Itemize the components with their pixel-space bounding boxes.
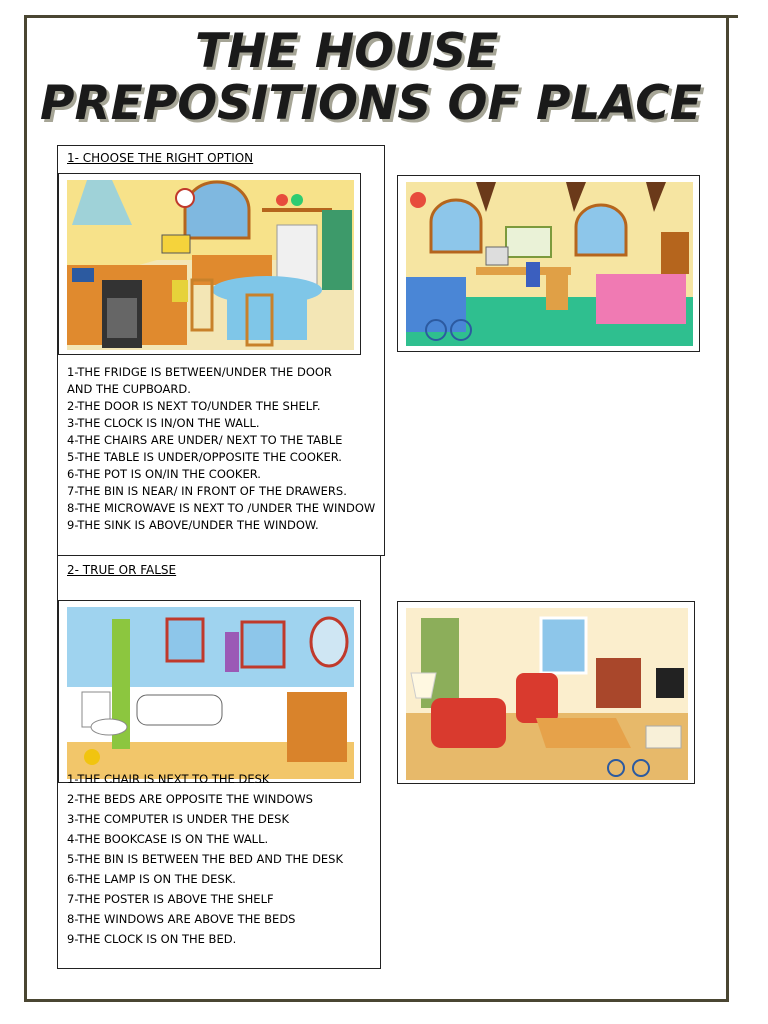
- list-item: 5-THE BIN IS BETWEEN THE BED AND THE DESK: [67, 852, 344, 866]
- bathroom-illustration: [67, 607, 354, 779]
- frame-edge: [729, 15, 738, 18]
- list-item: 9-THE SINK IS ABOVE/UNDER THE WINDOW.: [67, 518, 319, 532]
- list-item: 3-THE COMPUTER IS UNDER THE DESK: [67, 812, 289, 826]
- section-1-heading: 1- CHOOSE THE RIGHT OPTION: [67, 151, 254, 165]
- list-item: 4-THE CHAIRS ARE UNDER/ NEXT TO THE TABLE: [67, 433, 343, 447]
- living-room-picture: [397, 601, 695, 784]
- kitchen-illustration: [67, 180, 354, 350]
- list-item: 2-THE DOOR IS NEXT TO/UNDER THE SHELF.: [67, 399, 321, 413]
- section-1-list: [67, 364, 375, 534]
- list-item: 7-THE POSTER IS ABOVE THE SHELF: [67, 892, 274, 906]
- list-item: 7-THE BIN IS NEAR/ IN FRONT OF THE DRAWERS.: [67, 484, 347, 498]
- list-item: 6-THE POT IS ON/IN THE COOKER.: [67, 467, 261, 481]
- section-2-heading: 2- TRUE OR FALSE: [67, 563, 177, 577]
- kitchen-picture: [58, 173, 361, 355]
- bedroom-picture: [397, 175, 700, 352]
- title-line-2: PREPOSITIONS OF PLACE: [40, 76, 702, 131]
- list-item: 6-THE LAMP IS ON THE DESK.: [67, 872, 236, 886]
- list-item: 2-THE BEDS ARE OPPOSITE THE WINDOWS: [67, 792, 313, 806]
- list-item: 8-THE MICROWAVE IS NEXT TO /UNDER THE WINDOW: [67, 501, 376, 515]
- bedroom-illustration: [406, 182, 693, 346]
- living-room-illustration: [406, 608, 688, 780]
- list-item: 4-THE BOOKCASE IS ON THE WALL.: [67, 832, 269, 846]
- bathroom-picture: [58, 600, 361, 783]
- list-item: 8-THE WINDOWS ARE ABOVE THE BEDS: [67, 912, 296, 926]
- title-line-1: THE HOUSE: [195, 24, 499, 79]
- list-item: 1-THE CHAIR IS NEXT TO THE DESK: [67, 772, 270, 786]
- list-item: AND THE CUPBOARD.: [67, 382, 191, 396]
- list-item: 1-THE FRIDGE IS BETWEEN/UNDER THE DOOR: [67, 365, 332, 379]
- list-item: 5-THE TABLE IS UNDER/OPPOSITE THE COOKER.: [67, 450, 342, 464]
- section-2-list: [67, 769, 343, 949]
- list-item: 9-THE CLOCK IS ON THE BED.: [67, 932, 237, 946]
- list-item: 3-THE CLOCK IS IN/ON THE WALL.: [67, 416, 260, 430]
